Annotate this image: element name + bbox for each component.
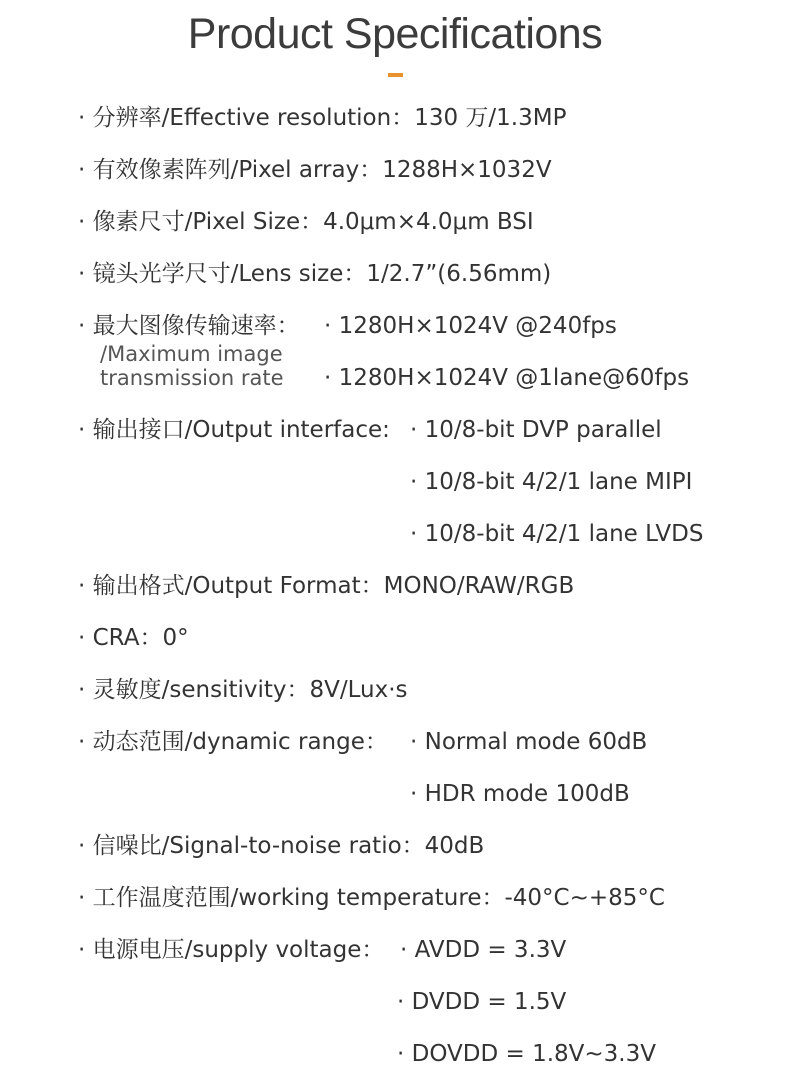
spec-max-rate-sub2: transmission rate [100,366,284,390]
spec-cra: · CRA：0° [78,625,189,651]
page-title: Product Specifications [187,10,603,58]
spec-voltage-label: · 电源电压/supply voltage： [78,937,385,963]
spec-output-interface-value2: · 10/8-bit 4/2/1 lane MIPI [410,469,693,495]
spec-output-interface-label: · 输出接口/Output interface: [78,417,390,443]
spec-lens-size: · 镜头光学尺寸/Lens size：1/2.7”(6.56mm) [78,261,552,287]
spec-max-rate-value1: · 1280H×1024V @240fps [324,313,617,339]
spec-voltage-value1: · AVDD = 3.3V [400,937,567,963]
spec-max-rate-label: · 最大图像传输速率： [78,313,300,339]
spec-dynamic-range-label: · 动态范围/dynamic range： [78,729,388,755]
spec-pixel-array: · 有效像素阵列/Pixel array：1288H×1032V [78,157,552,183]
spec-snr: · 信噪比/Signal-to-noise ratio：40dB [78,833,485,859]
spec-voltage-value2: · DVDD = 1.5V [397,989,567,1015]
spec-pixel-size: · 像素尺寸/Pixel Size：4.0μm×4.0μm BSI [78,209,534,235]
spec-dynamic-range-value2: · HDR mode 100dB [410,781,630,807]
spec-output-interface-value1: · 10/8-bit DVP parallel [410,417,662,443]
spec-max-rate-value2: · 1280H×1024V @1lane@60fps [324,365,690,391]
spec-max-rate-sub1: /Maximum image [100,342,283,366]
title-accent-bar [388,73,403,77]
spec-resolution: · 分辨率/Effective resolution：130 万/1.3MP [78,105,567,131]
spec-dynamic-range-value1: · Normal mode 60dB [410,729,648,755]
spec-temperature: · 工作温度范围/working temperature：-40°C~+85°C [78,885,665,911]
spec-sensitivity: · 灵敏度/sensitivity：8V/Lux·s [78,677,408,703]
spec-output-interface-value3: · 10/8-bit 4/2/1 lane LVDS [410,521,704,547]
spec-output-format: · 输出格式/Output Format：MONO/RAW/RGB [78,573,575,599]
spec-voltage-value3: · DOVDD = 1.8V~3.3V [397,1041,656,1067]
